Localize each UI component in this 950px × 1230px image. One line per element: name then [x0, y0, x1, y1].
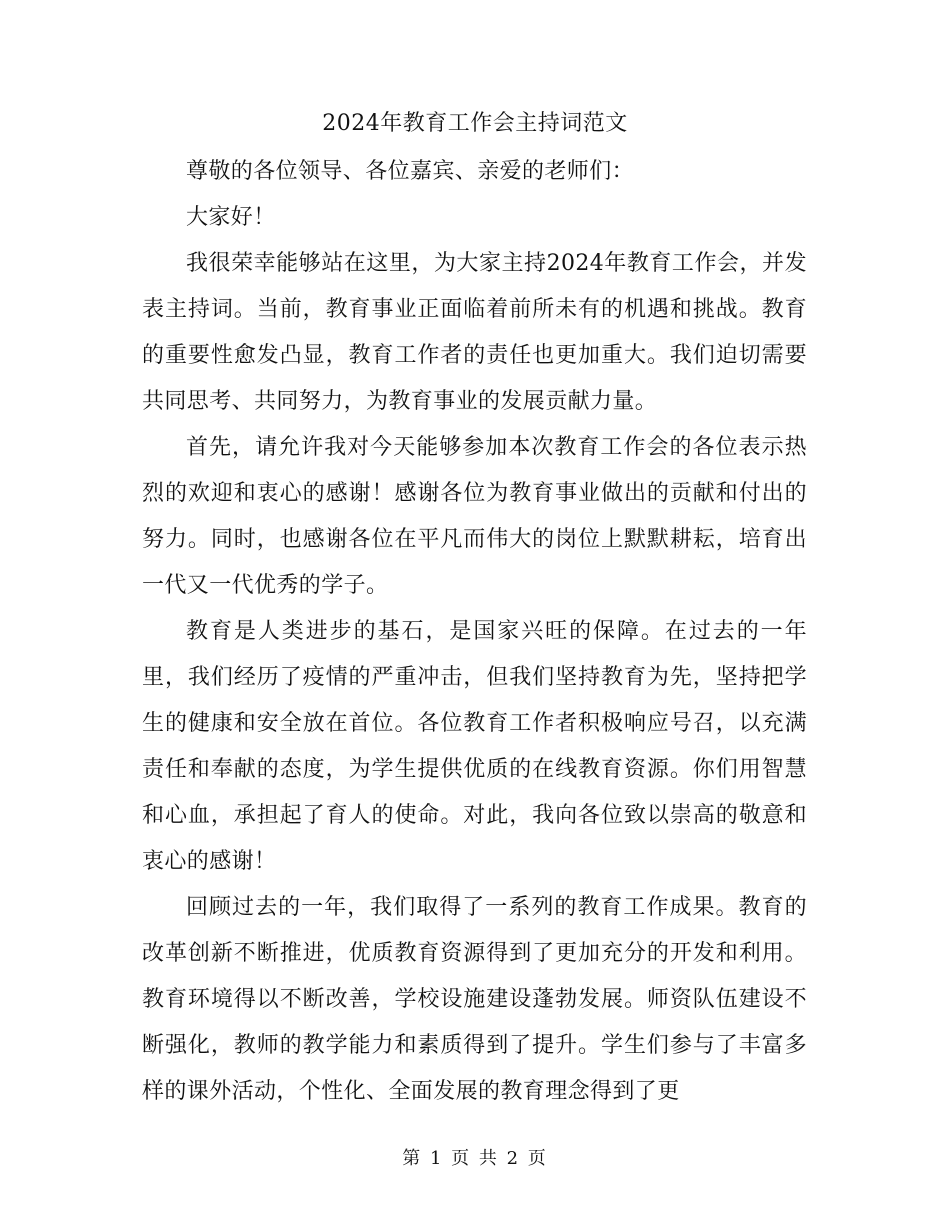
greeting-paragraph: 大家好！: [186, 205, 276, 230]
document-title: 2024年教育工作会主持词范文: [322, 111, 628, 136]
body-paragraph: 我很荣幸能够站在这里，为大家主持2024年教育工作会，并发表主持词。当前，教育事业正面临着前所未有的机遇和挑战。教育的重要性愈发凸显，教育工作者的责任也更加重大。我们迫切需要共同思考、共同努力，为教育事业的发展贡献力量。: [142, 251, 807, 414]
document-body: [142, 149, 807, 1115]
salutation-paragraph: 尊敬的各位领导、各位嘉宾、亲爱的老师们：: [186, 159, 635, 184]
page-number-footer: 第 1 页 共 2 页: [402, 1148, 548, 1169]
body-paragraph: 回顾过去的一年，我们取得了一系列的教育工作成果。教育的改革创新不断推进，优质教育资源得到了更加充分的开发和利用。教育环境得以不断改善，学校设施建设蓬勃发展。师资队伍建设不断强化，教师的教学能力和素质得到了提升。学生们参与了丰富多样的课外活动，个性化、全面发展的教育理念得到了更: [142, 895, 807, 1104]
body-paragraph: 教育是人类进步的基石，是国家兴旺的保障。在过去的一年里，我们经历了疫情的严重冲击，但我们坚持教育为先，坚持把学生的健康和安全放在首位。各位教育工作者积极响应号召，以充满责任和奉献的态度，为学生提供优质的在线教育资源。你们用智慧和心血，承担起了育人的使命。对此，我向各位致以崇高的敬意和衷心的感谢！: [142, 619, 807, 874]
body-paragraph: 首先，请允许我对今天能够参加本次教育工作会的各位表示热烈的欢迎和衷心的感谢！感谢各位为教育事业做出的贡献和付出的努力。同时，也感谢各位在平凡而伟大的岗位上默默耕耘，培育出一代又一代优秀的学子。: [142, 435, 807, 598]
